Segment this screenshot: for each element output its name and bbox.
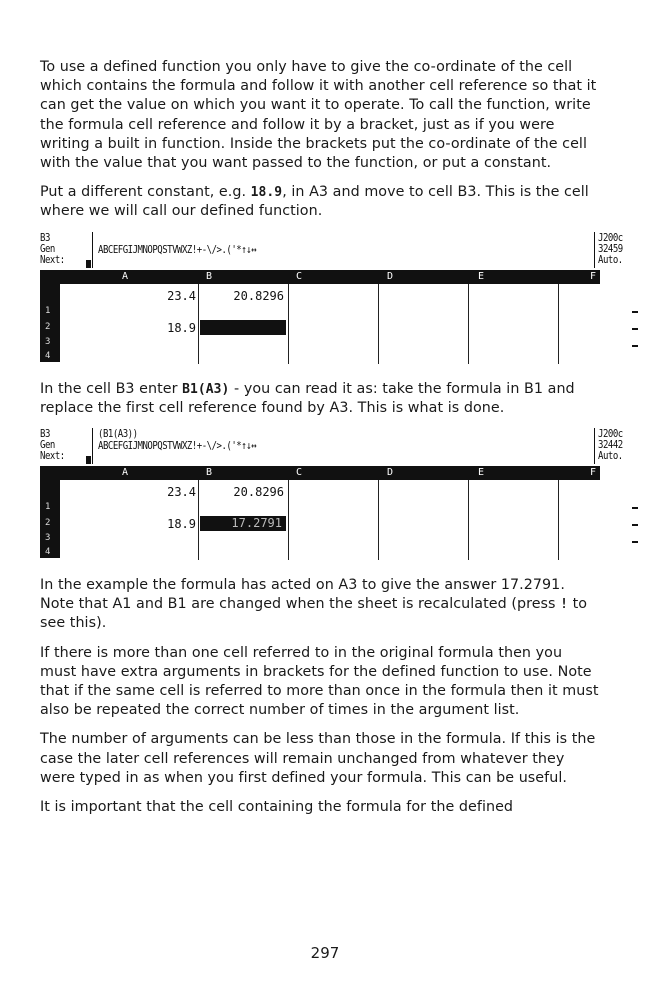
grid-line (198, 284, 199, 364)
cell-a1: 23.4 (167, 288, 196, 303)
scroll-mark (632, 507, 638, 509)
grid-line (468, 480, 469, 560)
row-header: 2 (45, 321, 51, 332)
paragraph-intro: To use a defined function you only have to give the co-ordinate of the cell which contains the formula and follow it with another cell reference so that it can get the value on which you want it to operate. To call the function, write the formula cell reference and follow it by a bracket, just as if you were writing a built in function. Inside the brackets put the co-ordinate of the cell with the value that you want passed to the function, or put a constant. (40, 59, 597, 172)
code-key: ! (560, 597, 569, 613)
memory-free: 32459 (598, 241, 623, 255)
paragraph-enter-formula (40, 380, 600, 418)
paragraph-fewer-arguments: The number of arguments can be less than those in the formula. If this is the case the later cell references will remain unchanged from whatever they were typed in as when you first defined your formula. This can be useful. (40, 731, 596, 786)
column-header: B (206, 270, 213, 282)
column-header: A (122, 270, 129, 282)
cell-ref-indicator: B3 (40, 427, 50, 441)
text: to see this). (40, 596, 588, 632)
recalc-mode: Auto. (598, 449, 623, 463)
next-label: Next: (40, 252, 65, 266)
column-header: E (478, 467, 485, 479)
grid-line (558, 480, 559, 560)
column-header: B (206, 467, 213, 479)
divider (92, 428, 93, 464)
spreadsheet-screen-1 (40, 230, 623, 366)
grid-line (468, 284, 469, 364)
scroll-mark (632, 311, 638, 313)
paragraph-example (40, 576, 600, 634)
cell-a1: 23.4 (167, 485, 196, 500)
cell-b3: 17.2791 (231, 516, 282, 531)
paragraph-constant (40, 183, 600, 221)
memory-label: J200c (598, 230, 623, 244)
row-header-bar (40, 480, 60, 558)
cell-ref-indicator: B3 (40, 230, 50, 244)
column-header: F (590, 467, 597, 479)
cursor (86, 456, 91, 464)
next-label: Next: (40, 449, 65, 463)
column-header: A (122, 467, 129, 479)
recalc-mode: Auto. (598, 252, 623, 266)
divider (594, 232, 595, 268)
text: In the cell B3 enter (40, 380, 183, 397)
memory-label: J200c (598, 427, 623, 441)
grid-line (288, 284, 289, 364)
column-header-bar (40, 270, 600, 284)
grid-line (288, 480, 289, 560)
text: , in A3 and move to cell B3. This is the cell where we will call our defined function. (40, 184, 589, 220)
grid-line (378, 284, 379, 364)
text: In the example the formula has acted on A3 to give the answer 17.2791. Note that A1 and B1 are changed when the sheet is recalculated (press (40, 577, 565, 613)
scroll-mark (632, 524, 638, 526)
divider (594, 428, 595, 464)
mode-indicator: Gen (40, 438, 55, 452)
mode-indicator: Gen (40, 241, 55, 255)
command-charset: ABCEFGIJMNOPQSTVWXZ!+-\/>.('*↑↓↔ (98, 439, 257, 453)
entry-line: (B1(A3)) (98, 427, 138, 441)
code-formula: B1(A3) (182, 381, 230, 397)
cell-b1: 20.8296 (233, 485, 284, 500)
row-header: 1 (45, 305, 51, 316)
cell-a3: 18.9 (167, 320, 196, 335)
cursor (86, 260, 91, 268)
text: - you can read it as: take the formula in B1 and replace the first cell reference found by A3. This is what is done. (40, 380, 575, 416)
grid-line (378, 480, 379, 560)
code-constant: 18.9 (250, 185, 283, 201)
spreadsheet-screen-2 (40, 427, 623, 562)
row-header: 3 (45, 533, 51, 544)
paragraph-multiple-cells: If there is more than one cell referred to in the original formula then you must have extra arguments in brackets for the defined function to use. Note that if the same cell is referred to more than once in the formula then it must also be repeated the correct number of times in the argument list. (40, 644, 599, 719)
column-header: C (296, 270, 303, 282)
column-header-bar (40, 466, 600, 480)
scroll-mark (632, 328, 638, 330)
cell-cursor-b3 (200, 320, 286, 335)
row-header-bar (40, 284, 60, 362)
row-header: 1 (45, 502, 51, 513)
cell-cursor-b3 (200, 516, 286, 531)
page-number: 297 (310, 944, 340, 962)
grid-line (558, 284, 559, 364)
command-charset: ABCEFGIJMNOPQSTVWXZ!+-\/>.('*↑↓↔ (98, 242, 257, 256)
column-header: D (387, 270, 394, 282)
memory-free: 32442 (598, 438, 623, 452)
column-header: E (478, 270, 485, 282)
text: Put a different constant, e.g. (40, 184, 251, 201)
column-header: F (590, 270, 597, 282)
column-header: C (296, 467, 303, 479)
row-header: 4 (45, 350, 51, 361)
divider (92, 232, 93, 268)
column-header: D (387, 467, 394, 479)
cell-a3: 18.9 (167, 517, 196, 532)
page-content (40, 58, 623, 827)
paragraph-important: It is important that the cell containing the formula for the defined (40, 799, 514, 816)
row-header: 3 (45, 336, 51, 347)
cell-b1: 20.8296 (233, 288, 284, 303)
row-header: 2 (45, 518, 51, 529)
scroll-mark (632, 541, 638, 543)
grid-line (198, 480, 199, 560)
row-header: 4 (45, 547, 51, 558)
scroll-mark (632, 345, 638, 347)
